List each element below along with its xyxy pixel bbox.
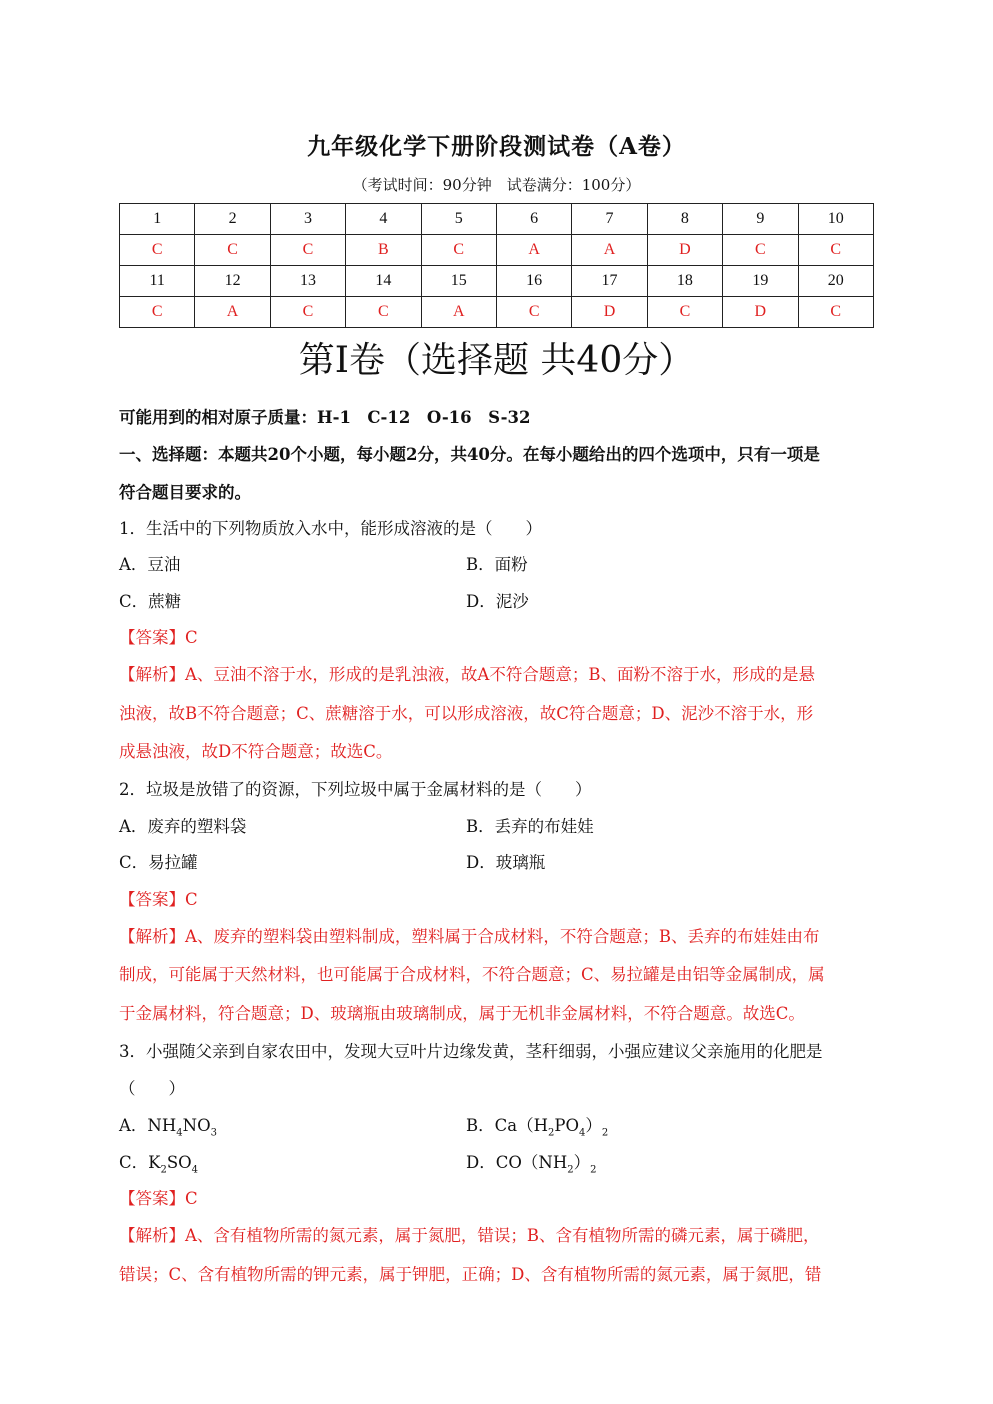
table-row bbox=[120, 204, 874, 235]
table-cell: 4 bbox=[346, 204, 421, 235]
formula-subscript: 2 bbox=[547, 1127, 555, 1139]
question-3-stem: 3．小强随父亲到自家农田中，发现大豆叶片边缘发黄，茎秆细弱，小强应建议父亲施用的化肥是 bbox=[119, 1042, 823, 1061]
table-cell: 16 bbox=[496, 266, 571, 297]
table-cell: C bbox=[270, 235, 345, 266]
table-cell: A bbox=[572, 235, 647, 266]
table-cell: 6 bbox=[496, 204, 571, 235]
question-3-option-d bbox=[466, 1149, 596, 1175]
table-cell: 11 bbox=[120, 266, 195, 297]
question-2-option-c: C．易拉罐 bbox=[119, 853, 198, 872]
formula-subscript: 4 bbox=[191, 1164, 199, 1176]
table-cell: 12 bbox=[195, 266, 270, 297]
table-row bbox=[120, 266, 874, 297]
question-3-analysis-line: 错误；C、含有植物所需的钾元素，属于钾肥，正确；D、含有植物所需的氮元素，属于氮肥，错 bbox=[119, 1265, 822, 1284]
question-3-stem-cont: （ ） bbox=[119, 1079, 185, 1098]
formula-subscript: 4 bbox=[579, 1127, 586, 1139]
question-1-analysis-line: 成悬浊液，故D不符合题意；故选C。 bbox=[119, 742, 393, 761]
question-2-option-d: D．玻璃瓶 bbox=[466, 853, 546, 872]
table-cell: 19 bbox=[723, 266, 798, 297]
table-cell: 15 bbox=[421, 266, 496, 297]
table-cell: 20 bbox=[798, 266, 873, 297]
formula-part: PO bbox=[554, 1116, 579, 1135]
formula-part: C．K bbox=[119, 1153, 161, 1172]
question-1-option-d: D．泥沙 bbox=[466, 592, 529, 611]
table-cell: C bbox=[421, 235, 496, 266]
table-cell: D bbox=[647, 235, 722, 266]
atomic-masses: 可能用到的相对原子质量：H-1 C-12 O-16 S-32 bbox=[119, 408, 531, 427]
table-cell: D bbox=[572, 297, 647, 328]
question-1-option-a: A．豆油 bbox=[119, 555, 181, 574]
formula-subscript: 3 bbox=[210, 1127, 217, 1139]
table-cell: 17 bbox=[572, 266, 647, 297]
table-cell: C bbox=[270, 297, 345, 328]
formula-subscript: 2 bbox=[160, 1164, 167, 1176]
table-cell: 14 bbox=[346, 266, 421, 297]
formula-part: NO bbox=[182, 1116, 211, 1135]
table-cell: C bbox=[798, 297, 873, 328]
table-cell: C bbox=[496, 297, 571, 328]
formula-part: ） bbox=[573, 1153, 591, 1172]
formula-subscript: 2 bbox=[601, 1127, 609, 1139]
question-1-option-b: B．面粉 bbox=[466, 555, 528, 574]
question-2-analysis-line: 【解析】A、废弃的塑料袋由塑料制成，塑料属于合成材料，不符合题意；B、丢弃的布娃娃由布 bbox=[119, 927, 820, 946]
table-cell: 3 bbox=[270, 204, 345, 235]
table-cell: 18 bbox=[647, 266, 722, 297]
table-cell: C bbox=[346, 297, 421, 328]
page-title: 九年级化学下册阶段测试卷（A卷） bbox=[307, 133, 686, 160]
question-3-answer: 【答案】C bbox=[119, 1189, 198, 1208]
instructions-line-1: 一、选择题：本题共20个小题，每小题2分，共40分。在每小题给出的四个选项中，只有一项是 bbox=[119, 445, 820, 464]
table-cell: C bbox=[798, 235, 873, 266]
question-2-option-a: A．废弃的塑料袋 bbox=[119, 817, 247, 836]
table-cell: B bbox=[346, 235, 421, 266]
table-cell: 2 bbox=[195, 204, 270, 235]
question-2-analysis-line: 制成，可能属于天然材料，也可能属于合成材料，不符合题意；C、易拉罐是由铝等金属制成，属 bbox=[119, 965, 825, 984]
formula-part: ） bbox=[585, 1116, 602, 1135]
instructions-line-2: 符合题目要求的。 bbox=[119, 483, 251, 502]
table-cell: C bbox=[120, 235, 195, 266]
formula-part: B．Ca（H bbox=[466, 1116, 548, 1135]
table-cell: 1 bbox=[120, 204, 195, 235]
question-2-answer: 【答案】C bbox=[119, 890, 198, 909]
table-cell: 7 bbox=[572, 204, 647, 235]
table-row bbox=[120, 297, 874, 328]
table-cell: 13 bbox=[270, 266, 345, 297]
section-title: 第Ⅰ卷（选择题 共40分） bbox=[298, 340, 695, 381]
formula-subscript: 2 bbox=[590, 1164, 597, 1176]
table-cell: 5 bbox=[421, 204, 496, 235]
question-2-option-b: B．丢弃的布娃娃 bbox=[466, 817, 594, 836]
table-cell: A bbox=[195, 297, 270, 328]
question-2-analysis-line: 于金属材料，符合题意；D、玻璃瓶由玻璃制成，属于无机非金属材料，不符合题意。故选C。 bbox=[119, 1004, 805, 1023]
formula-part: A．NH bbox=[119, 1116, 177, 1135]
question-3-analysis-line: 【解析】A、含有植物所需的氮元素，属于氮肥，错误；B、含有植物所需的磷元素，属于磷肥， bbox=[119, 1226, 820, 1245]
answer-table bbox=[119, 203, 874, 328]
table-cell: 10 bbox=[798, 204, 873, 235]
question-3-option-b bbox=[466, 1112, 608, 1138]
exam-info: （考试时间：90分钟 试卷满分：100分） bbox=[352, 176, 641, 194]
table-row bbox=[120, 235, 874, 266]
table-cell: C bbox=[120, 297, 195, 328]
table-cell: 9 bbox=[723, 204, 798, 235]
question-2-stem: 2．垃圾是放错了的资源，下列垃圾中属于金属材料的是（ ） bbox=[119, 780, 592, 799]
table-cell: D bbox=[723, 297, 798, 328]
formula-part: D．CO（NH bbox=[466, 1153, 568, 1172]
question-1-stem: 1．生活中的下列物质放入水中，能形成溶液的是（ ） bbox=[119, 519, 542, 538]
question-1-answer: 【答案】C bbox=[119, 628, 198, 647]
question-1-analysis-line: 【解析】A、豆油不溶于水，形成的是乳浊液，故A不符合题意；B、面粉不溶于水，形成的是悬 bbox=[119, 665, 815, 684]
question-3-option-a bbox=[119, 1112, 217, 1138]
table-cell: 8 bbox=[647, 204, 722, 235]
table-cell: C bbox=[647, 297, 722, 328]
formula-subscript: 4 bbox=[176, 1127, 183, 1139]
question-1-analysis-line: 浊液，故B不符合题意；C、蔗糖溶于水，可以形成溶液，故C符合题意；D、泥沙不溶于水，形 bbox=[119, 704, 814, 723]
table-cell: A bbox=[496, 235, 571, 266]
formula-part: SO bbox=[166, 1153, 192, 1172]
question-3-option-c bbox=[119, 1149, 198, 1175]
table-cell: C bbox=[723, 235, 798, 266]
table-cell: A bbox=[421, 297, 496, 328]
formula-subscript: 2 bbox=[567, 1164, 574, 1176]
question-1-option-c: C．蔗糖 bbox=[119, 592, 182, 611]
table-cell: C bbox=[195, 235, 270, 266]
